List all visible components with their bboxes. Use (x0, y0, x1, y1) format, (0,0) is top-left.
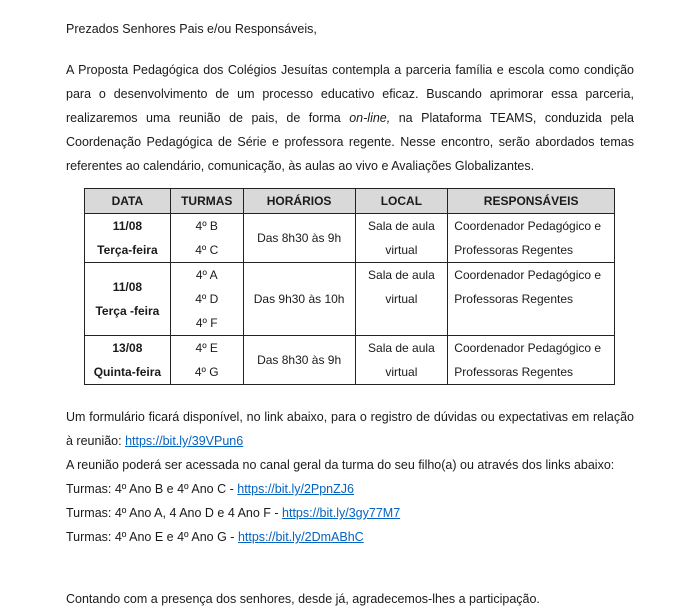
local-cell (355, 336, 448, 385)
turma: 4º A (195, 268, 218, 282)
resp-line: Professoras Regentes (454, 243, 574, 257)
weekday: Quinta-feira (93, 365, 162, 379)
local-line: Sala de aula (368, 341, 435, 355)
link-line (66, 504, 400, 522)
weekday: Terça-feira (97, 243, 158, 257)
turma: 4º E (195, 341, 218, 355)
link-label: Turmas: 4º Ano A, 4 Ano D e 4 Ano F - (66, 506, 283, 520)
meeting-link[interactable]: https://bit.ly/2DmABhC (237, 530, 364, 544)
link-label: Turmas: 4º Ano B e 4º Ano C - (66, 482, 238, 496)
link-line (66, 528, 364, 546)
responsaveis-cell (448, 214, 615, 263)
turmas-cell (170, 214, 243, 263)
date-cell (85, 336, 171, 385)
meeting-link[interactable]: https://bit.ly/3gy77M7 (282, 506, 401, 520)
turma: 4º C (195, 243, 219, 257)
header-turmas: TURMAS (170, 189, 243, 214)
date: 11/08 (112, 219, 143, 233)
form-text: Um formulário ficará disponível, no link abaixo, para o registro de dúvidas ou expectativas em relação à reunião: (66, 410, 634, 448)
intro-paragraph (66, 58, 634, 178)
table-header-row (85, 189, 615, 214)
form-link[interactable]: https://bit.ly/39VPun6 (125, 434, 244, 448)
meeting-link[interactable]: https://bit.ly/2PpnZJ6 (237, 482, 354, 496)
turma: 4º B (195, 219, 218, 233)
resp-line: Professoras Regentes (454, 365, 574, 379)
local-cell (355, 263, 448, 336)
date: 13/08 (112, 341, 143, 355)
turma: 4º D (195, 292, 219, 306)
header-responsaveis: RESPONSÁVEIS (448, 189, 615, 214)
intro-italic: on-line, (349, 111, 391, 125)
local-line: virtual (385, 365, 418, 379)
turmas-cell (170, 336, 243, 385)
resp-line: Coordenador Pedagógico e (454, 268, 602, 282)
table-row (85, 214, 615, 263)
date-cell (85, 214, 171, 263)
link-label: Turmas: 4º Ano E e 4º Ano G - (66, 530, 238, 544)
horario-cell: Das 9h30 às 10h (243, 263, 355, 336)
link-line (66, 480, 354, 498)
form-paragraph (66, 405, 634, 453)
local-cell (355, 214, 448, 263)
responsaveis-cell (448, 263, 615, 336)
access-text: A reunião poderá ser acessada no canal geral da turma do seu filho(a) ou através dos links abaixo: (66, 458, 615, 472)
local-line: virtual (385, 243, 418, 257)
table-row (85, 336, 615, 385)
closing-text: Contando com a presença dos senhores, desde já, agradecemos-lhes a participação. (66, 592, 540, 606)
intro-text-2: na Plataforma TEAMS, conduzida pela Coordenação Pedagógica de Série e professora regente. Nesse encontro, serão abordados temas referentes ao calendário, comunicação, às aulas ao vivo e Avaliações Globalizantes. (66, 111, 635, 173)
turma: 4º F (195, 316, 218, 330)
header-data: DATA (85, 189, 171, 214)
turmas-cell (170, 263, 243, 336)
schedule-table (84, 188, 615, 385)
horario-cell: Das 8h30 às 9h (243, 336, 355, 385)
responsaveis-cell (448, 336, 615, 385)
table-row (85, 263, 615, 336)
resp-line: Coordenador Pedagógico e (454, 219, 602, 233)
intro-text-1: A Proposta Pedagógica dos Colégios Jesuítas contempla a parceria família e escola como condição para o desenvolvimento de um processo educativo eficaz. Buscando aprimorar essa parceria, realizaremos uma reunião de pais, de forma (66, 63, 634, 125)
turma: 4º G (194, 365, 219, 379)
date-cell (85, 263, 171, 336)
header-local: LOCAL (355, 189, 448, 214)
weekday: Terça -feira (95, 304, 160, 318)
date: 11/08 (112, 280, 143, 294)
local-line: virtual (385, 292, 418, 306)
resp-line: Coordenador Pedagógico e (454, 341, 602, 355)
local-line: Sala de aula (368, 219, 435, 233)
resp-line: Professoras Regentes (454, 292, 574, 306)
header-horarios: HORÁRIOS (243, 189, 355, 214)
horario-cell: Das 8h30 às 9h (243, 214, 355, 263)
local-line: Sala de aula (368, 268, 435, 282)
greeting: Prezados Senhores Pais e/ou Responsáveis, (66, 22, 317, 36)
